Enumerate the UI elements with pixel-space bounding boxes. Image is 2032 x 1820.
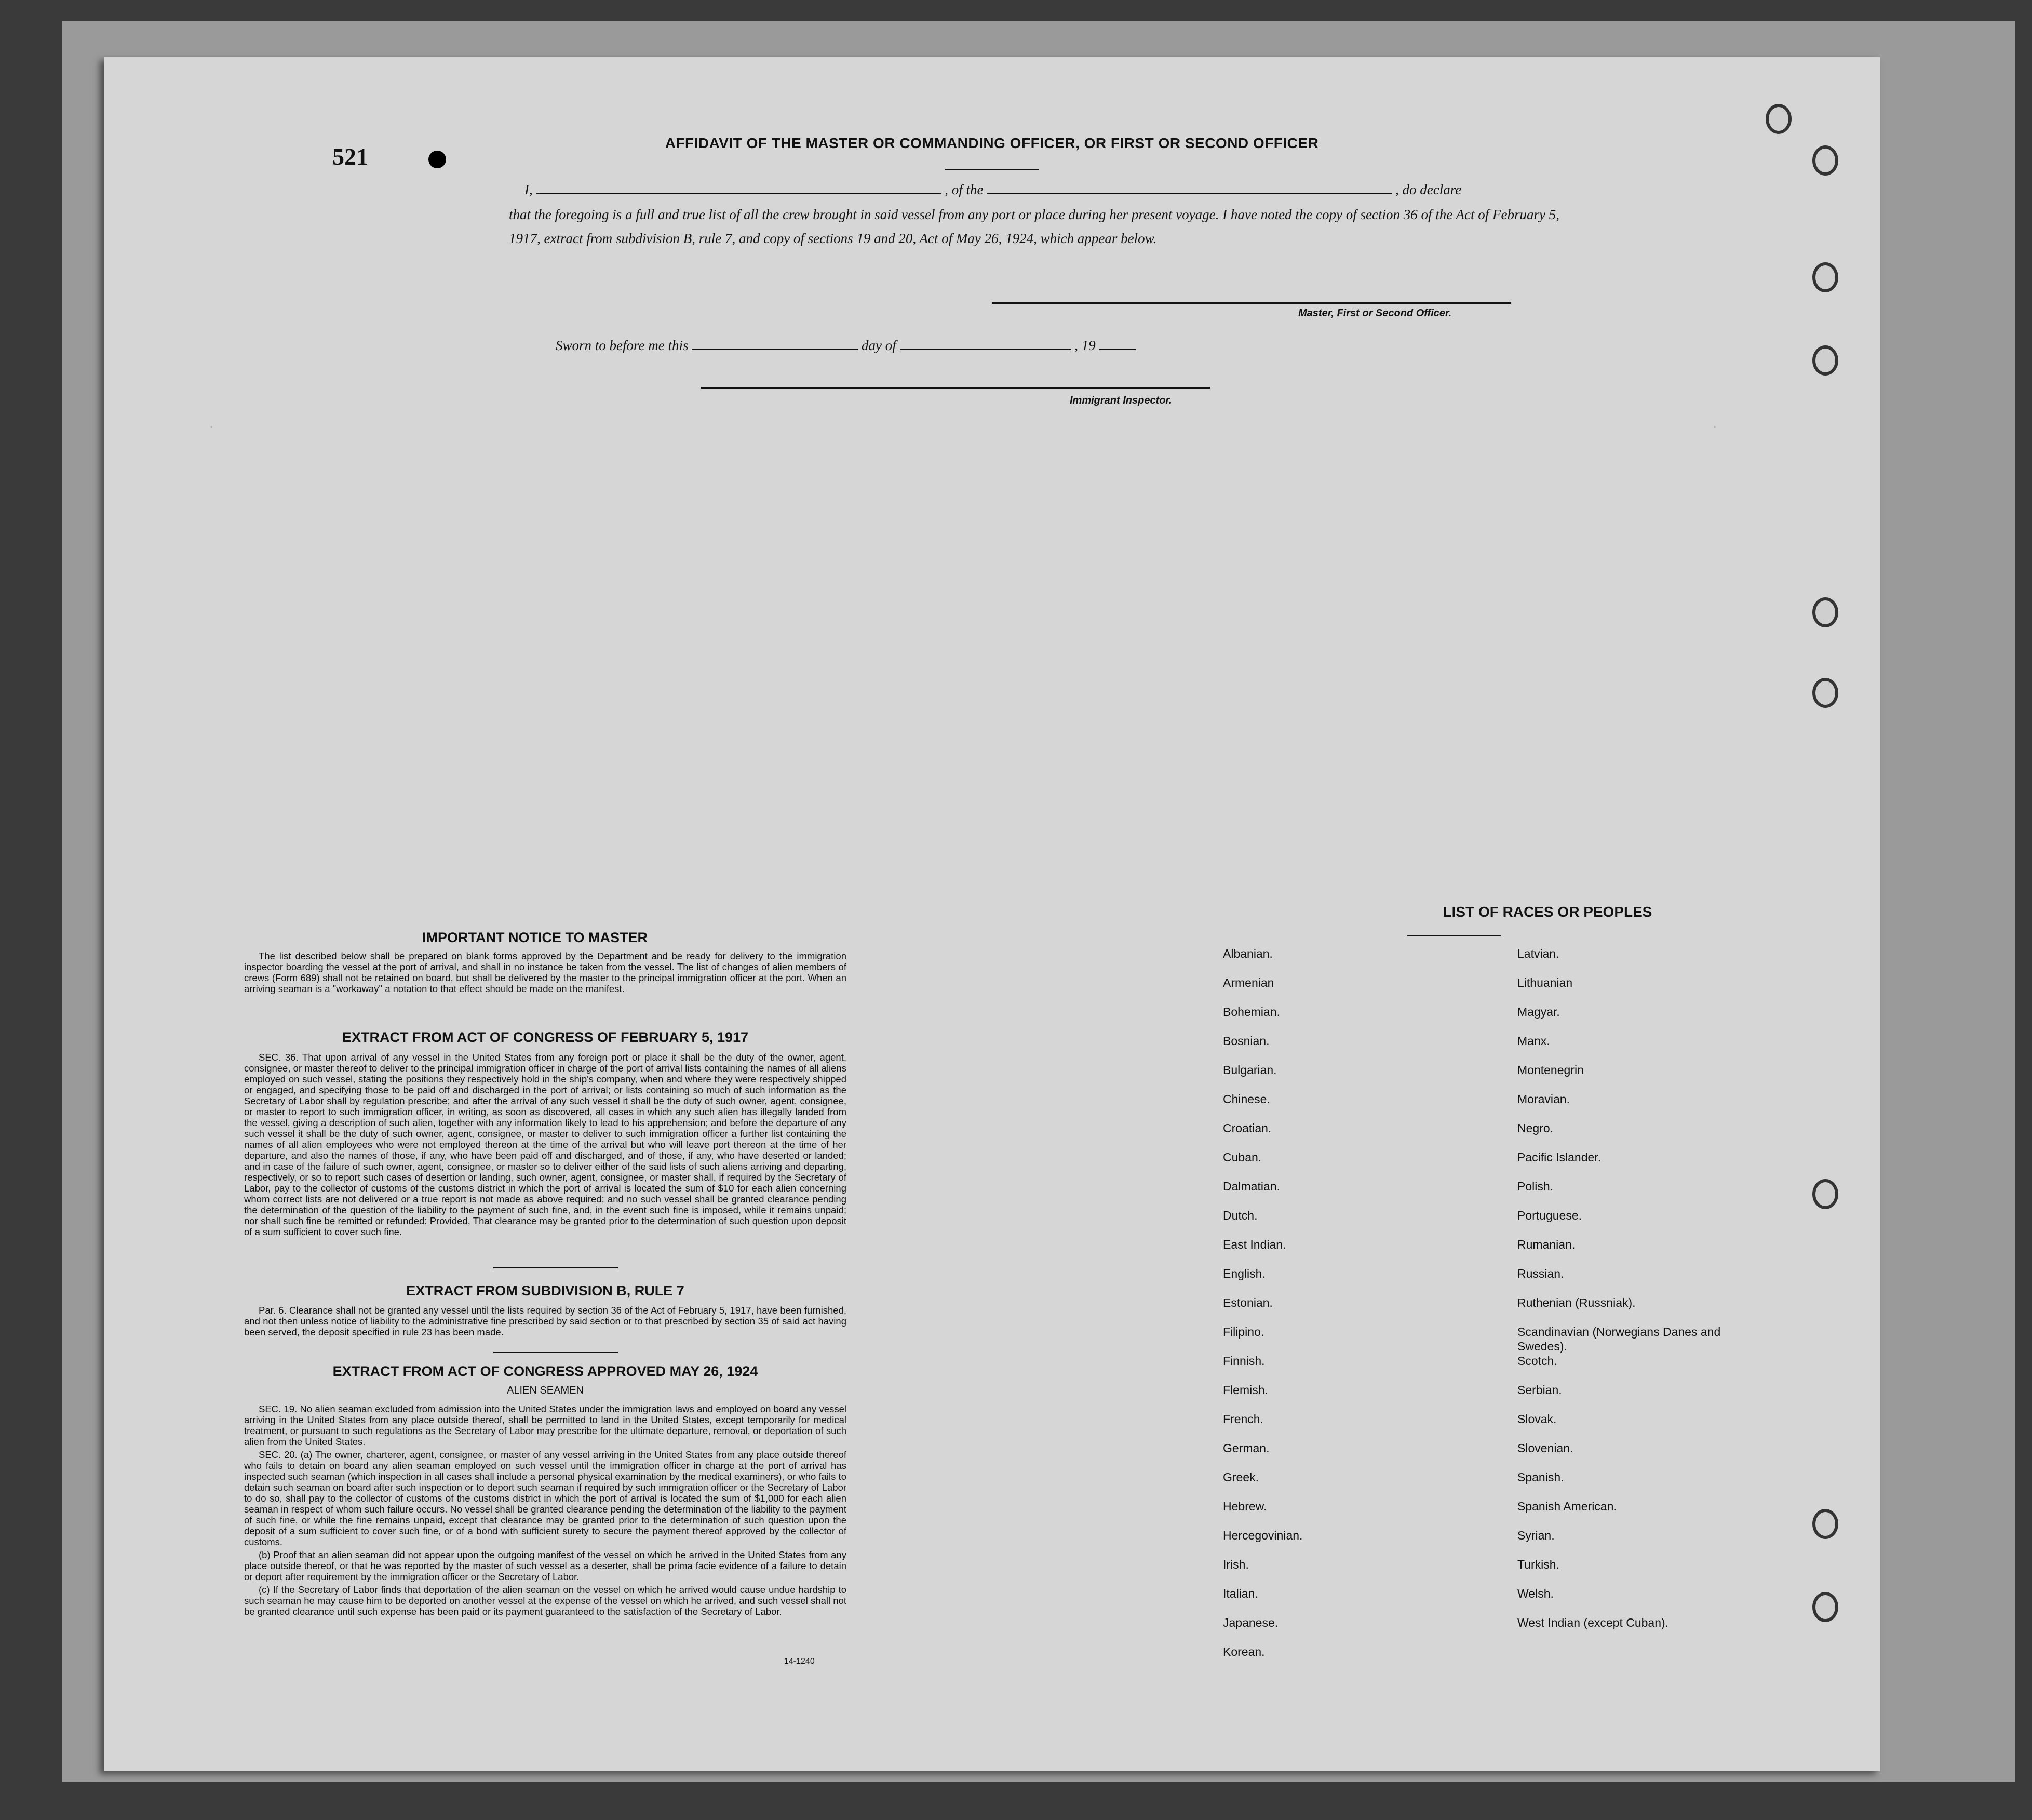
section-19-paragraph: SEC. 19. No alien seaman excluded from admission into the United States under the immigration laws and employed on board any vessel arriving in the United States from any place outside thereof, shall be permitted to land in the United States, except temporarily for medical treatment, or pursuant to such regulations as the Secretary of Labor may prescribe for the ultimate departure, removal, or deportation of such alien from the United States.: [244, 1403, 846, 1447]
do-declare-label: , do declare: [1395, 182, 1462, 197]
race-item: Greek.: [1223, 1470, 1259, 1484]
notice-title: IMPORTANT NOTICE TO MASTER: [422, 930, 648, 945]
affidavit-body: that the foregoing is a full and true list of all the crew brought in said vessel from any port or place during her present voyage. I have noted the copy of section 36 of the Act of February 5, 1917, extract from subdivision B, rule 7, and copy of sections 19 and 20, Act of May 26, 1924, which appear below.: [509, 207, 1559, 246]
race-item: Albanian.: [1223, 947, 1273, 960]
race-item: Hercegovinian.: [1223, 1529, 1303, 1542]
race-item: Scotch.: [1517, 1354, 1557, 1368]
sworn-line: [556, 338, 1136, 354]
races-left-column: [1223, 946, 1441, 1674]
vessel-name-field[interactable]: [987, 182, 1392, 194]
race-item: Bulgarian.: [1223, 1063, 1277, 1077]
binder-hole-icon: [1812, 1509, 1838, 1539]
sworn-day-field[interactable]: [692, 338, 858, 350]
races-title: LIST OF RACES OR PEOPLES: [1443, 904, 1652, 920]
master-signature-line[interactable]: [992, 302, 1511, 304]
divider: [493, 1267, 618, 1268]
binder-hole-icon: [1812, 345, 1838, 376]
declarant-name-field[interactable]: [536, 182, 941, 194]
race-item: Finnish.: [1223, 1354, 1265, 1368]
sworn-month-field[interactable]: [900, 338, 1071, 350]
affidavit-title: AFFIDAVIT OF THE MASTER OR COMMANDING OFFICER, OR FIRST OR SECOND OFFICER: [665, 135, 1319, 151]
binder-hole-icon: [1812, 678, 1838, 708]
race-item: Ruthenian (Russniak).: [1517, 1296, 1636, 1309]
race-item: Filipino.: [1223, 1325, 1264, 1339]
race-item: Scandinavian (Norwegians Danes and Swedes).: [1517, 1325, 1721, 1353]
race-item: Flemish.: [1223, 1383, 1268, 1397]
race-item: Japanese.: [1223, 1616, 1279, 1629]
race-item: Croatian.: [1223, 1121, 1272, 1135]
race-item: Armenian: [1223, 976, 1274, 989]
race-item: Syrian.: [1517, 1529, 1555, 1542]
section-20b-paragraph: (b) Proof that an alien seaman did not appear upon the outgoing manifest of the vessel on which he arrived in the United States from any place outside thereof, or that he was reported by the master of such vessel as a deserter, shall be prima facie evidence of a failure to detain or deport after requirement by the immigration officer or the Secretary of Labor.: [244, 1549, 846, 1582]
manifest-page: [104, 57, 1880, 1771]
race-item: Rumanian.: [1517, 1238, 1576, 1251]
rule-7-paragraph: Par. 6. Clearance shall not be granted any vessel until the lists required by section 36 of the Act of February 5, 1917, have been furnished, and not then unless notice of liability to the administrative fine prescribed by said section or to that prescribed by section 35 of said act having been served, the deposit specified in rule 23 has been made.: [244, 1305, 846, 1337]
race-item: Bohemian.: [1223, 1005, 1280, 1019]
race-item: Welsh.: [1517, 1587, 1554, 1600]
race-item: Dalmatian.: [1223, 1180, 1280, 1193]
race-item: Spanish.: [1517, 1470, 1564, 1484]
race-item: Cuban.: [1223, 1150, 1262, 1164]
alien-seamen-subtitle: ALIEN SEAMEN: [507, 1385, 584, 1396]
race-item: East Indian.: [1223, 1238, 1286, 1251]
races-title-underline: [1407, 935, 1501, 936]
sworn-label: Sworn to before me this: [556, 338, 689, 353]
rule-7-text: [244, 1305, 846, 1340]
notice-text: [244, 951, 846, 996]
bleed-through-texture: · ·: [208, 421, 1719, 435]
race-item: English.: [1223, 1267, 1266, 1280]
act-1917-text: [244, 1052, 846, 1239]
corner-number: 521: [332, 143, 368, 170]
race-item: German.: [1223, 1441, 1270, 1455]
race-item: Pacific Islander.: [1517, 1150, 1602, 1164]
binder-hole-icon: [1812, 597, 1838, 627]
race-item: Irish.: [1223, 1558, 1249, 1571]
race-item: Polish.: [1517, 1180, 1554, 1193]
race-item: Hebrew.: [1223, 1500, 1267, 1513]
race-item: Estonian.: [1223, 1296, 1273, 1309]
inspector-signature-line[interactable]: [701, 387, 1210, 389]
race-item: Korean.: [1223, 1645, 1265, 1658]
binder-hole-icon: [1812, 1592, 1838, 1622]
race-item: Slovenian.: [1517, 1441, 1573, 1455]
section-36-paragraph: SEC. 36. That upon arrival of any vessel in the United States from any foreign port or place it shall be the duty of the owner, agent, consignee, or master thereof to deliver to the principal immigration officer in charge of the port of arrival lists containing the names of all aliens employed on such vessel, stating the positions they respectively hold in the ship's company, when and where they were respectively shipped or engaged, and specifying those to be paid off and discharged in the port of arrival; or lists containing so much of such information as the Secretary of Labor shall by regulation prescribe; and after the arrival of any such vessel it shall be the duty of such owner, agent, consignee, or master to report to such immigration officer, in writing, as soon as discovered, all cases in which any such alien has illegally landed from the vessel, giving a description of such alien, together with any information likely to lead to his apprehension; and before the departure of any such vessel it shall be the duty of such owner, agent, consignee, or master to deliver to such immigration officer a further list containing the names of all alien employees who were not employed thereon at the time of the arrival but who will leave port thereon at the time of her departure, and also the names of those, if any, who have been paid off and discharged, and of those, if any, who have deserted or landed; and in case of the failure of such owner, agent, consignee, or master so to deliver either of the said lists of such aliens arriving and departing, respectively, or so to report such cases of desertion or landing, such owner, agent, consignee, or master shall, if required by the Secretary of Labor, pay to the collector of customs of the customs district in which the port of arrival is located the sum of $10 for each alien concerning whom correct lists are not delivered or a true report is not made as above required; and no such vessel shall be granted clearance pending the determination of the question of the liability to the payment of such fine, and, in the event such fine is imposed, while it remains unpaid; nor shall such fine be remitted or refunded: Provided, That clearance may be granted prior to the determination of such question upon deposit of a sum sufficient to cover such fine.: [244, 1052, 846, 1237]
race-item: Moravian.: [1517, 1092, 1570, 1106]
binder-hole-icon: [1812, 1179, 1838, 1209]
punch-dot-icon: [428, 151, 446, 168]
race-item: Russian.: [1517, 1267, 1564, 1280]
races-right-column: [1517, 946, 1735, 1644]
race-item: Italian.: [1223, 1587, 1258, 1600]
act-1924-title: EXTRACT FROM ACT OF CONGRESS APPROVED MAY 26, 1924: [332, 1363, 758, 1379]
race-item: Serbian.: [1517, 1383, 1562, 1397]
race-item: Lithuanian: [1517, 976, 1573, 989]
race-item: Turkish.: [1517, 1558, 1559, 1571]
race-item: Dutch.: [1223, 1209, 1258, 1222]
race-item: Latvian.: [1517, 947, 1559, 960]
race-item: Manx.: [1517, 1034, 1550, 1048]
form-number: 14-1240: [784, 1657, 815, 1666]
race-item: Slovak.: [1517, 1412, 1557, 1426]
race-item: Magyar.: [1517, 1005, 1560, 1019]
race-item: West Indian (except Cuban).: [1517, 1616, 1669, 1629]
act-1924-text: [244, 1403, 846, 1619]
race-item: Portuguese.: [1517, 1209, 1582, 1222]
day-of-label: day of: [862, 338, 896, 353]
divider: [493, 1352, 618, 1353]
binder-hole-icon: [1812, 262, 1838, 292]
title-underline: [945, 169, 1039, 170]
section-20c-paragraph: (c) If the Secretary of Labor finds that deportation of the alien seaman on the vessel on which he arrived would cause undue hardship to such seaman he may cause him to be deported on another vessel at the expense of the vessel on which he arrived, and such vessel shall not be granted clearance until such expense has been paid or its payment guaranteed to the satisfaction of the Secretary of Labor.: [244, 1584, 846, 1617]
race-item: Bosnian.: [1223, 1034, 1270, 1048]
sworn-year-field[interactable]: [1099, 338, 1136, 350]
notice-paragraph: The list described below shall be prepared on blank forms approved by the Department and be ready for delivery to the immigration inspector boarding the vessel at the port of arrival, and shall in no instance be taken from the vessel. The list of changes of alien members of crews (Form 689) shall not be retained on board, but shall be delivered by the master to the principal immigration officer at the port. When an arriving seaman is a "workaway" a notation to that effect should be made on the manifest.: [244, 951, 846, 994]
inspector-signature-label: Immigrant Inspector.: [1070, 395, 1172, 406]
race-item: Chinese.: [1223, 1092, 1270, 1106]
race-item: Negro.: [1517, 1121, 1554, 1135]
declarant-line: [524, 182, 1461, 198]
i-label: I,: [524, 182, 533, 197]
rule-7-title: EXTRACT FROM SUBDIVISION B, RULE 7: [406, 1283, 684, 1299]
race-item: Spanish American.: [1517, 1500, 1617, 1513]
race-item: French.: [1223, 1412, 1263, 1426]
master-signature-label: Master, First or Second Officer.: [1298, 307, 1452, 319]
act-1917-title: EXTRACT FROM ACT OF CONGRESS OF FEBRUARY 5, 1917: [342, 1029, 749, 1045]
of-the-label: , of the: [945, 182, 984, 197]
binder-hole-icon: [1766, 104, 1792, 134]
race-item: Montenegrin: [1517, 1063, 1584, 1077]
year-label: , 19: [1074, 338, 1096, 353]
section-20a-paragraph: SEC. 20. (a) The owner, charterer, agent, consignee, or master of any vessel arriving in the United States from any place outside thereof who fails to detain on board any alien seaman employed on such vessel until the immigration officer in charge at the port of arrival has inspected such seaman (which inspection in all cases shall include a personal physical examination by the medical examiners), or who fails to detain such seaman on board after such inspection or to deport such seaman if required by such immigration officer or the Secretary of Labor to do so, shall pay to the collector of customs of the customs district in which the port of arrival is located the sum of $1,000 for each alien seaman in respect of whom such failure occurs. No vessel shall be granted clearance pending the determination of the liability to the payment of such fine, or while the fine remains unpaid, except that clearance may be granted prior to the determination of such question upon the deposit of a sum sufficient to cover such fine, or of a bond with sufficient surety to secure the payment thereof approved by the collector of customs.: [244, 1449, 846, 1547]
